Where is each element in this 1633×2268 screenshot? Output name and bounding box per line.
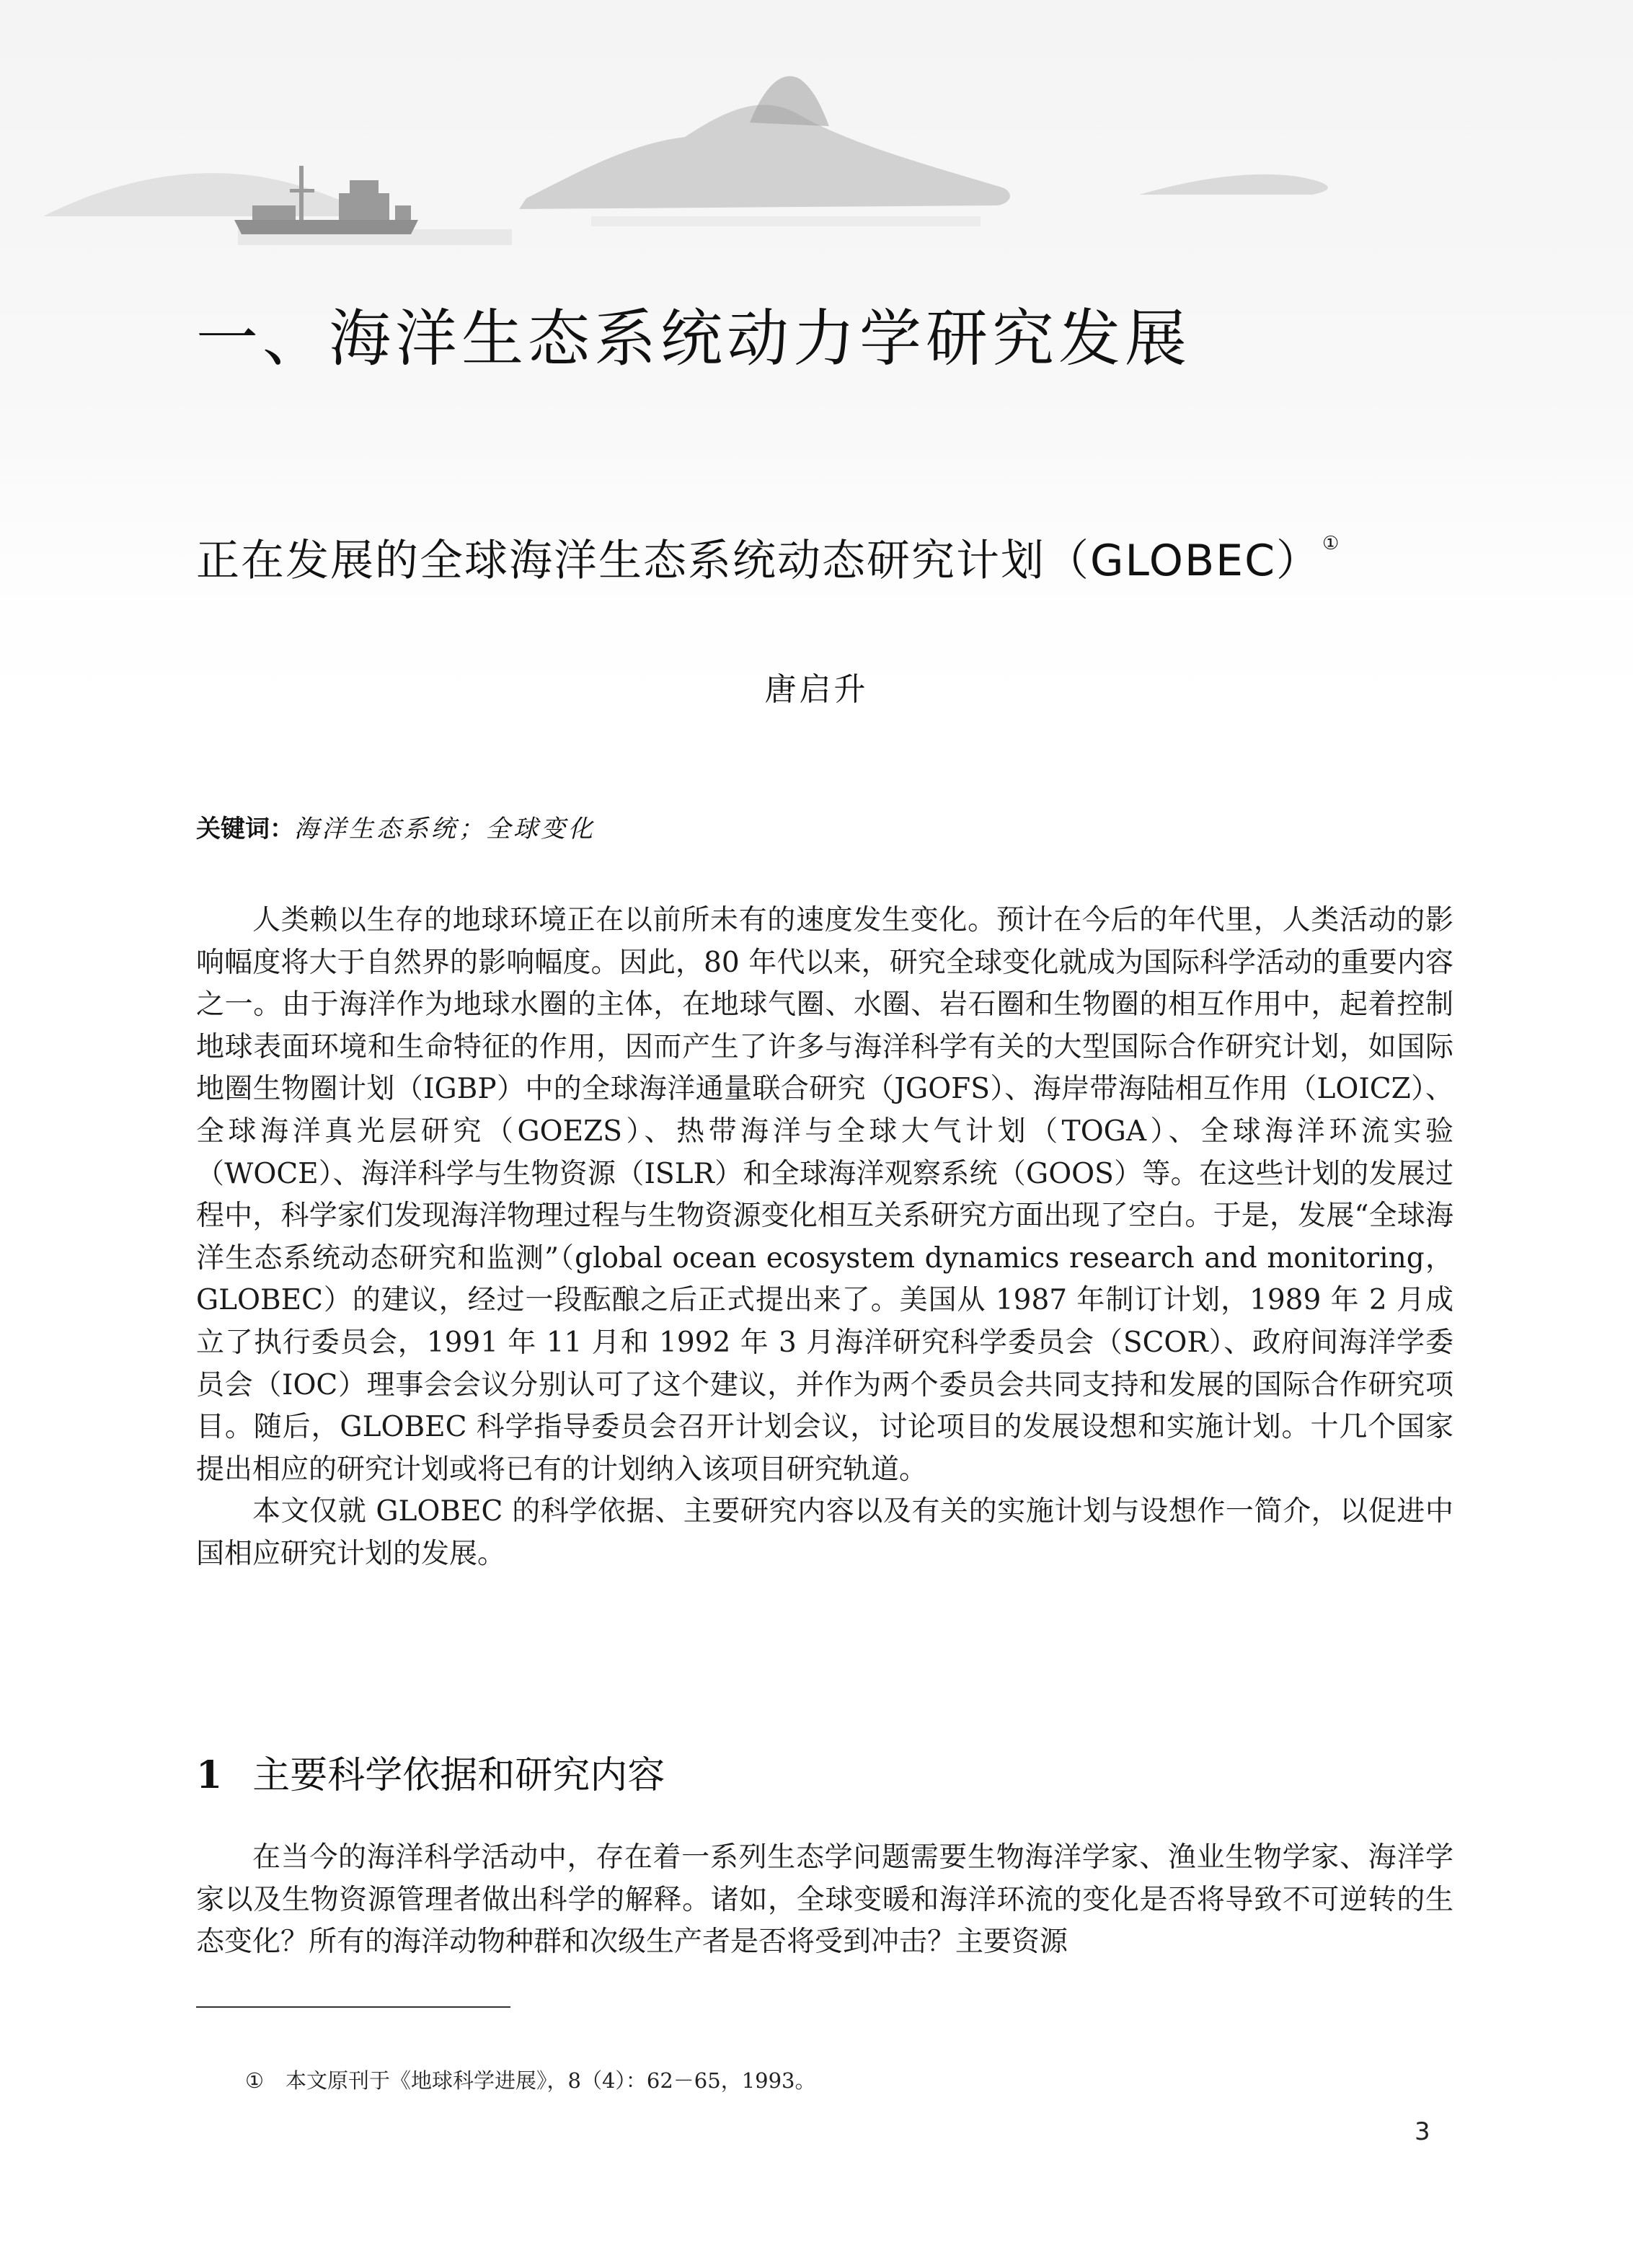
ship-bridge [339, 193, 389, 220]
section-heading [196, 1745, 665, 1799]
paragraph: 人类赖以生存的地球环境正在以前所未有的速度发生变化。预计在今后的年代里，人类活动的影响幅度将大于自然界的影响幅度。因此，80 年代以来，研究全球变化就成为国际科学活动的重要内容之一。由于海洋作为地球水圈的主体，在地球气圈、水圈、岩石圈和生物圈的相互作用中，起着控制地球表面环境和生命特征的作用，因而产生了许多与海洋科学有关的大型国际合作研究计划，如国际地圈生物圈计划（IGBP）中的全球海洋通量联合研究（JGOFS）、海岸带海陆相互作用（LOICZ）、全球海洋真光层研究（GOEZS）、热带海洋与全球大气计划（TOGA）、全球海洋环流实验（WOCE）、海洋科学与生物资源（ISLR）和全球海洋观察系统（GOOS）等。在这些计划的发展过程中，科学家们发现海洋物理过程与生物资源变化相互关系研究方面出现了空白。于是，发展“全球海洋生态系统动态研究和监测”（global ocean ecosystem dynamics research and monitoring，GLOBEC）的建议，经过一段酝酿之后正式提出来了。美国从 1987 年制订计划，1989 年 2 月成立了执行委员会，1991 年 11 月和 1992 年 3 月海洋研究科学委员会（SCOR）、政府间海洋学委员会（IOC）理事会会议分别认可了这个建议，并作为两个委员会共同支持和发展的国际合作研究项目。随后，GLOBEC 科学指导委员会召开计划会议，讨论项目的发展设想和实施计划。十几个国家提出相应的研究计划或将已有的计划纳入该项目研究轨道。 [196, 904, 1453, 1486]
footnote [245, 2065, 816, 2094]
paragraph: 本文仅就 GLOBEC 的科学依据、主要研究内容以及有关的实施计划与设想作一简介，以促进中国相应研究计划的发展。 [196, 1495, 1453, 1570]
title-footnote-marker[interactable]: ① [1322, 533, 1341, 554]
intro-body [196, 900, 1453, 1576]
ship-hull [234, 220, 418, 234]
section-heading-text: 主要科学依据和研究内容 [252, 1754, 665, 1797]
keywords-label: 关键词： [196, 815, 294, 843]
island-right [1139, 174, 1328, 195]
section-body [196, 1837, 1453, 1964]
footnote-marker: ① [245, 2068, 264, 2093]
island-peak [750, 76, 829, 126]
author-name: 唐启升 [764, 671, 869, 708]
island-left [43, 173, 375, 216]
footnote-divider [196, 2006, 510, 2008]
article-title [196, 526, 1340, 588]
paragraph: 在当今的海洋科学活动中，存在着一系列生态学问题需要生物海洋学家、渔业生物学家、海洋学家以及生物资源管理者做出科学的解释。诸如，全球变暖和海洋环流的变化是否将导致不可逆转的生态变化？所有的海洋动物种群和次级生产者是否将受到冲击？主要资源 [196, 1841, 1453, 1959]
page-number: 3 [1415, 2117, 1430, 2146]
section-number: 1 [196, 1753, 223, 1797]
ship-mast [299, 166, 304, 220]
footnote-text: 本文原刊于《地球科学进展》，8（4）：62－65，1993。 [286, 2068, 816, 2093]
section-title: 一、海洋生态系统动力学研究发展 [196, 303, 1191, 375]
keywords-line [196, 809, 596, 844]
article-title-text: 正在发展的全球海洋生态系统动态研究计划（GLOBEC） [196, 536, 1321, 586]
keywords-value: 海洋生态系统；全球变化 [294, 815, 596, 843]
